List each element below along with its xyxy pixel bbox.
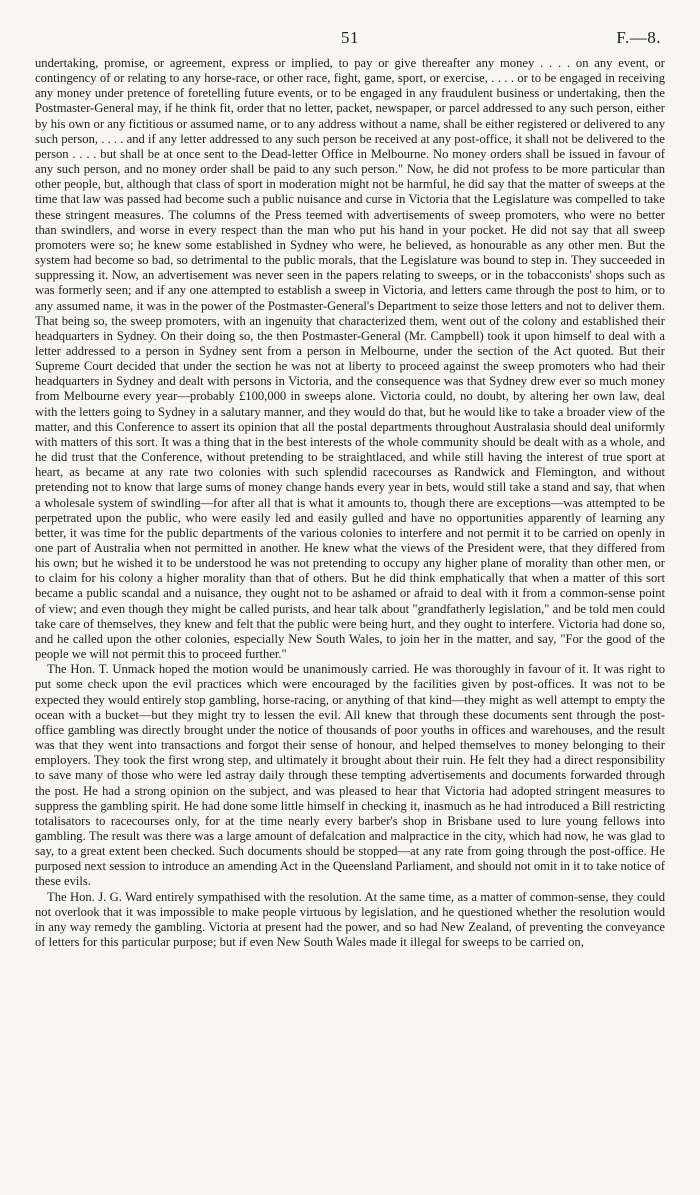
document-reference: F.—8. <box>616 28 661 47</box>
document-page <box>35 0 665 950</box>
paragraph-continuation: undertaking, promise, or agreement, express or implied, to pay or give thereafter any money . . . . on any event, or contingency of or relating to any horse-race, or other race, fight, game, sport, or exercise, . . . . or to be engaged in receiving any money under pretence of foretelling future events, or to be engaged in any fraudulent business or undertaking, then the Postmaster-General may, if he think fit, order that no letter, packet, newspaper, or parcel addressed to any such person, either by his own or any fictitious or assumed name, or to any address without a name, shall be either registered or delivered to any such person, . . . . and if any letter addressed to any such person be received at any post-office, it shall not be delivered to the person . . . . but shall be at once sent to the Dead-letter Office in Melbourne. No money orders shall be issued in favour of any such person, and no money order shall be paid to any such person." Now, he did not profess to be more particular than other people, but, although that class of sport in moderation might not be harmful, he did say that the matter of sweeps at the time that law was passed had become such a public nuisance and curse in Victoria that the Legislature was compelled to take these stringent measures. The columns of the Press teemed with advertisements of sweep promoters, who were no better than swindlers, and worse in every respect than the man who put his hand in your pocket. He did not say that all sweep promoters were so; he knew some established in Sydney who were, he believed, as honourable as any other men. But the system had become so bad, so detrimental to the public morals, that the Legislature was bound to step in. They succeeded in suppressing it. Now, an advertisement was never seen in the papers relating to sweeps, or in the tobacconists' shops such as was formerly seen; and if any one attempted to establish a sweep in Victoria, and letters came through the post to him, or to any assumed name, it was in the power of the Postmaster-General's Department to seize those letters and not to deliver them. That being so, the sweep promoters, with an ingenuity that characterized them, went out of the colony and established their headquarters in Sydney. On their doing so, the then Postmaster-General (Mr. Campbell) took it upon himself to deal with a letter addressed to a person in Sydney sent from a person in Melbourne, under the section of the Act quoted. But their Supreme Court decided that under the section he was not at liberty to proceed against the sweep promoters who had their headquarters in Sydney and dealt with persons in Victoria, and the consequence was that Sydney drew ever so much money from Melbourne every year—probably £100,000 in sweeps alone. Victoria could, no doubt, by altering her own law, deal with the letters going to Sydney in a salutary manner, and they would do that, but he would like to take a broader view of the matter, and this Conference to assert its opinion that all the postal departments throughout Australasia should deal uniformly with matters of this sort. It was a thing that in the best interests of the whole community should be dealt with as a whole, and he did trust that the Conference, without pretending to be straightlaced, and while still having the interest of true sport at heart, as became at any rate two colonies with such splendid racecourses as Randwick and Flemington, and without pretending not to know that large sums of money change hands every year in bets, would still take a stand and say, that when a wholesale system of swindling—for after all that is what it amounts to, though there are exceptions—was attempted to be perpetrated upon the public, who were easily led and easily gulled and have no opportunities apparently of learning any better, it was time for the public departments of the various colonies to interfere and not permit it to be carried on openly in one part of Australia when not permitted in another. He knew what the views of the President were, that they differed from his own; but he wished it to be understood he was not pretending to occupy any higher plane of morality than other men, or to claim for his colony a higher morality than that of others. But he did think emphatically that when a matter of this sort became a public scandal and a nuisance, they ought not to be ashamed or afraid to deal with it from a common-sense point of view; and even though they might be called purists, and hear talk about "grandfatherly legislation," and be told men could take care of themselves, they knew and felt that the public were being hurt, and they ought to interfere. Victoria had done so, and he called upon the other colonies, especially New South Wales, to join her in the matter, and say, "For the good of the people we will not permit this to proceed further." <box>35 56 665 662</box>
page-number: 51 <box>341 28 359 47</box>
paragraph-unmack: The Hon. T. Unmack hoped the motion would be unanimously carried. He was thoroughly in favour of it. It was right to put some check upon the evil practices which were encouraged by the facilities given by post-offices. It was not to be expected they would entirely stop gambling, horse-racing, or anything of that kind—they might as well attempt to empty the ocean with a bucket—but they might try to lessen the evil. All knew that through these documents sent through the post-office gambling was directly brought under the notice of thousands of poor youths in offices and warehouses, and the result was that they went into transactions and forgot their sense of honour, and helped themselves to money belonging to their employers. They took the first wrong step, and ultimately it brought about their ruin. He felt they had a direct responsibility to save many of those who were led astray daily through these tempting advertisements and documents forwarded through the post. He had a strong opinion on the subject, and was pleased to hear that Victoria had adopted stringent measures to suppress the gambling spirit. He had done some little himself in checking it, inasmuch as he had introduced a Bill restricting totalisators to racecourses only, for at the time nearly every barber's shop in Brisbane used to lure young fellows into gambling. The result was there was a large amount of defalcation and malpractice in the city, which had now, he was glad to say, to a great extent been checked. Such documents should be stopped—at any rate from going through the post-office. He purposed next session to introduce an amending Act in the Queensland Parliament, and should not omit in it to take notice of these evils. <box>35 662 665 889</box>
page-header <box>35 0 665 56</box>
body-text <box>35 56 665 950</box>
paragraph-ward: The Hon. J. G. Ward entirely sympathised with the resolution. At the same time, as a matter of common-sense, they could not overlook that it was impossible to make people virtuous by legislation, and he questioned whether the resolution would in any way remedy the gambling. Victoria at present had the power, and so had New Zealand, of preventing the conveyance of letters for this particular purpose; but if even New South Wales made it illegal for sweeps to be carried on, <box>35 889 665 950</box>
